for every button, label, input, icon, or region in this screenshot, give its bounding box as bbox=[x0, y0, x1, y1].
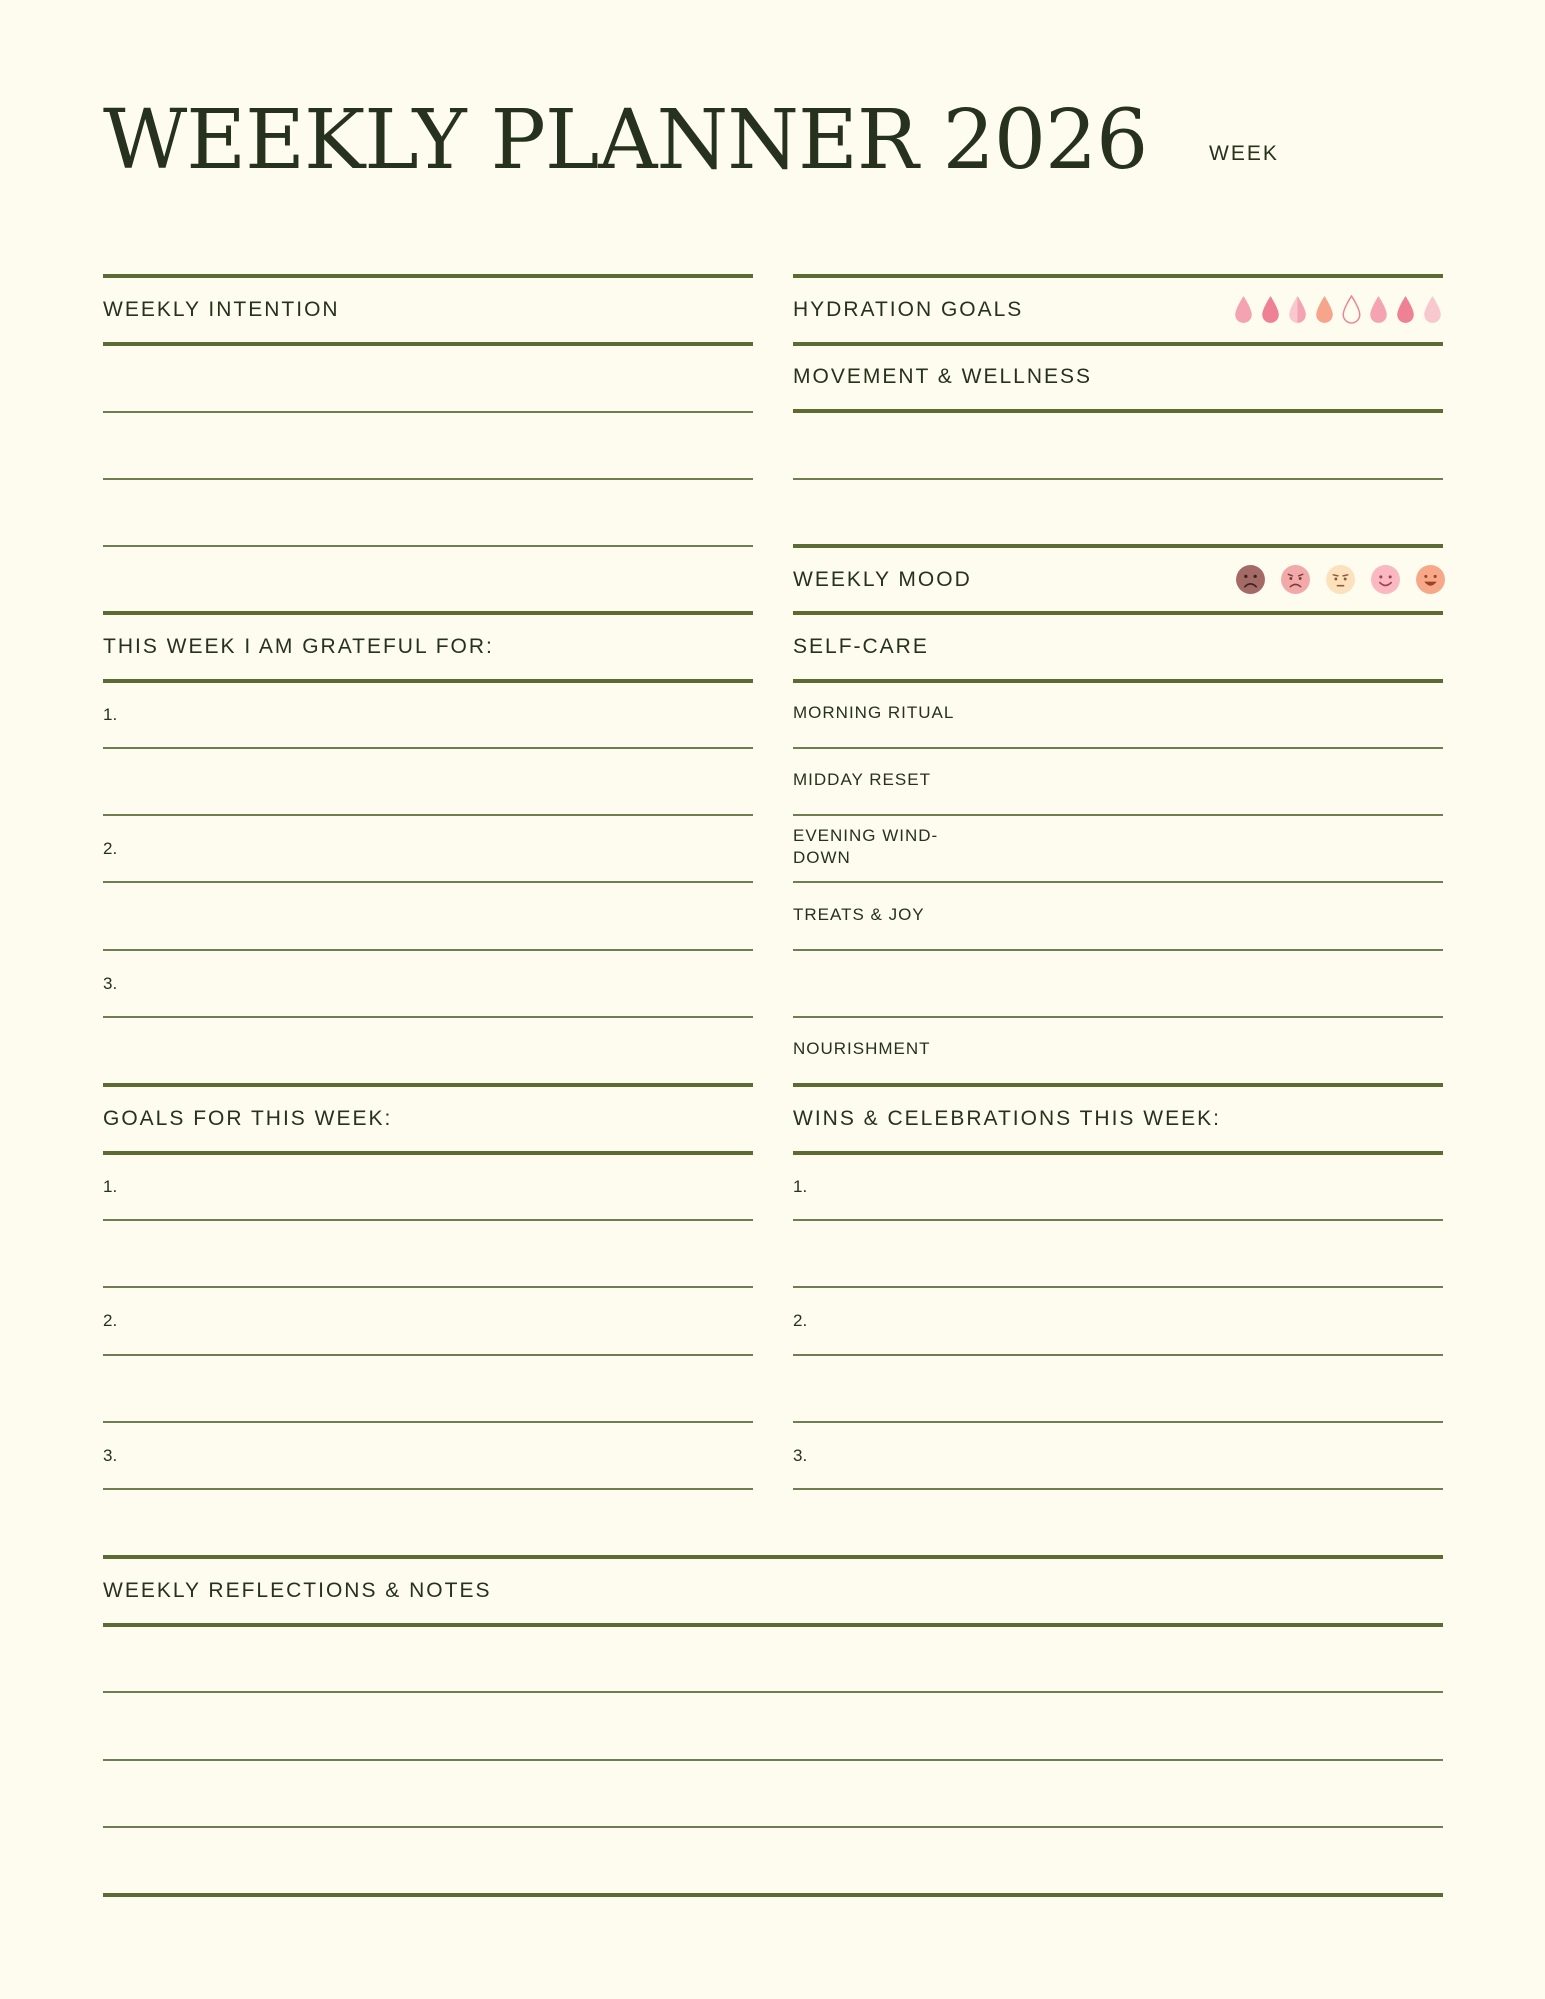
divider bbox=[793, 1083, 1443, 1087]
divider bbox=[793, 1151, 1443, 1155]
self-care-writing-line[interactable] bbox=[793, 881, 1443, 883]
midday-reset-label: MIDDAY RESET bbox=[793, 770, 931, 789]
intention-writing-line[interactable] bbox=[103, 411, 753, 413]
grateful-writing-line[interactable] bbox=[103, 949, 753, 951]
divider bbox=[103, 1083, 753, 1087]
wins-number-2: 2. bbox=[793, 1311, 808, 1330]
very-sad-face-icon[interactable] bbox=[1235, 564, 1266, 595]
movement-heading: MOVEMENT & WELLNESS bbox=[793, 365, 1093, 388]
grateful-writing-line[interactable] bbox=[103, 881, 753, 883]
grateful-number-2: 2. bbox=[103, 839, 118, 858]
wins-writing-line[interactable] bbox=[793, 1219, 1443, 1221]
water-drop-icon[interactable] bbox=[1260, 294, 1281, 325]
wins-number-3: 3. bbox=[793, 1446, 808, 1465]
divider bbox=[103, 1623, 1443, 1627]
goals-writing-line[interactable] bbox=[103, 1219, 753, 1221]
water-drop-icon[interactable] bbox=[1395, 294, 1416, 325]
neutral-face-icon[interactable] bbox=[1325, 564, 1356, 595]
divider bbox=[793, 544, 1443, 548]
divider bbox=[103, 342, 753, 346]
goals-number-3: 3. bbox=[103, 1446, 118, 1465]
reflections-writing-line[interactable] bbox=[103, 1691, 1443, 1693]
divider bbox=[793, 409, 1443, 413]
wins-heading: WINS & CELEBRATIONS THIS WEEK: bbox=[793, 1107, 1221, 1130]
mood-tracker bbox=[1235, 564, 1446, 595]
divider bbox=[793, 611, 1443, 615]
divider bbox=[793, 274, 1443, 278]
grateful-writing-line[interactable] bbox=[103, 1016, 753, 1018]
grateful-writing-line[interactable] bbox=[103, 814, 753, 816]
wins-writing-line[interactable] bbox=[793, 1354, 1443, 1356]
treats-joy-label: TREATS & JOY bbox=[793, 905, 925, 924]
divider bbox=[103, 1555, 1443, 1559]
divider bbox=[793, 679, 1443, 683]
self-care-writing-line[interactable] bbox=[793, 747, 1443, 749]
intention-writing-line[interactable] bbox=[103, 545, 753, 547]
nourishment-label: NOURISHMENT bbox=[793, 1039, 931, 1058]
hydration-tracker bbox=[1233, 294, 1443, 325]
water-drop-icon[interactable] bbox=[1422, 294, 1443, 325]
grateful-heading: THIS WEEK I AM GRATEFUL FOR: bbox=[103, 635, 494, 658]
divider bbox=[793, 342, 1443, 346]
happy-face-icon[interactable] bbox=[1370, 564, 1401, 595]
reflections-heading: WEEKLY REFLECTIONS & NOTES bbox=[103, 1579, 492, 1602]
water-drop-icon[interactable] bbox=[1314, 294, 1335, 325]
goals-writing-line[interactable] bbox=[103, 1488, 753, 1490]
weekly-intention-heading: WEEKLY INTENTION bbox=[103, 298, 340, 321]
divider bbox=[103, 1893, 1443, 1897]
water-drop-icon[interactable] bbox=[1233, 294, 1254, 325]
water-drop-icon[interactable] bbox=[1341, 294, 1362, 325]
goals-number-2: 2. bbox=[103, 1311, 118, 1330]
grateful-number-3: 3. bbox=[103, 974, 118, 993]
water-drop-icon[interactable] bbox=[1287, 294, 1308, 325]
hydration-heading: HYDRATION GOALS bbox=[793, 298, 1024, 321]
divider bbox=[103, 679, 753, 683]
wins-number-1: 1. bbox=[793, 1177, 808, 1196]
self-care-writing-line[interactable] bbox=[793, 1016, 1443, 1018]
weekly-mood-heading: WEEKLY MOOD bbox=[793, 568, 972, 591]
divider bbox=[103, 274, 753, 278]
self-care-writing-line[interactable] bbox=[793, 814, 1443, 816]
goals-writing-line[interactable] bbox=[103, 1421, 753, 1423]
morning-ritual-label: MORNING RITUAL bbox=[793, 703, 955, 722]
reflections-writing-line[interactable] bbox=[103, 1826, 1443, 1828]
grateful-writing-line[interactable] bbox=[103, 747, 753, 749]
goals-writing-line[interactable] bbox=[103, 1286, 753, 1288]
wins-writing-line[interactable] bbox=[793, 1488, 1443, 1490]
divider bbox=[103, 1151, 753, 1155]
movement-writing-line[interactable] bbox=[793, 478, 1443, 480]
wins-writing-line[interactable] bbox=[793, 1286, 1443, 1288]
self-care-writing-line[interactable] bbox=[793, 949, 1443, 951]
grateful-number-1: 1. bbox=[103, 705, 118, 724]
page-title: WEEKLY PLANNER 2026 bbox=[103, 93, 1148, 188]
goals-number-1: 1. bbox=[103, 1177, 118, 1196]
week-label: WEEK bbox=[1209, 142, 1279, 165]
reflections-writing-line[interactable] bbox=[103, 1759, 1443, 1761]
goals-heading: GOALS FOR THIS WEEK: bbox=[103, 1107, 393, 1130]
evening-wind-down-label: EVENING WIND-DOWN bbox=[793, 826, 939, 868]
goals-writing-line[interactable] bbox=[103, 1354, 753, 1356]
self-care-heading: SELF-CARE bbox=[793, 635, 929, 658]
sad-face-icon[interactable] bbox=[1280, 564, 1311, 595]
divider bbox=[103, 611, 753, 615]
very-happy-face-icon[interactable] bbox=[1415, 564, 1446, 595]
wins-writing-line[interactable] bbox=[793, 1421, 1443, 1423]
water-drop-icon[interactable] bbox=[1368, 294, 1389, 325]
intention-writing-line[interactable] bbox=[103, 478, 753, 480]
